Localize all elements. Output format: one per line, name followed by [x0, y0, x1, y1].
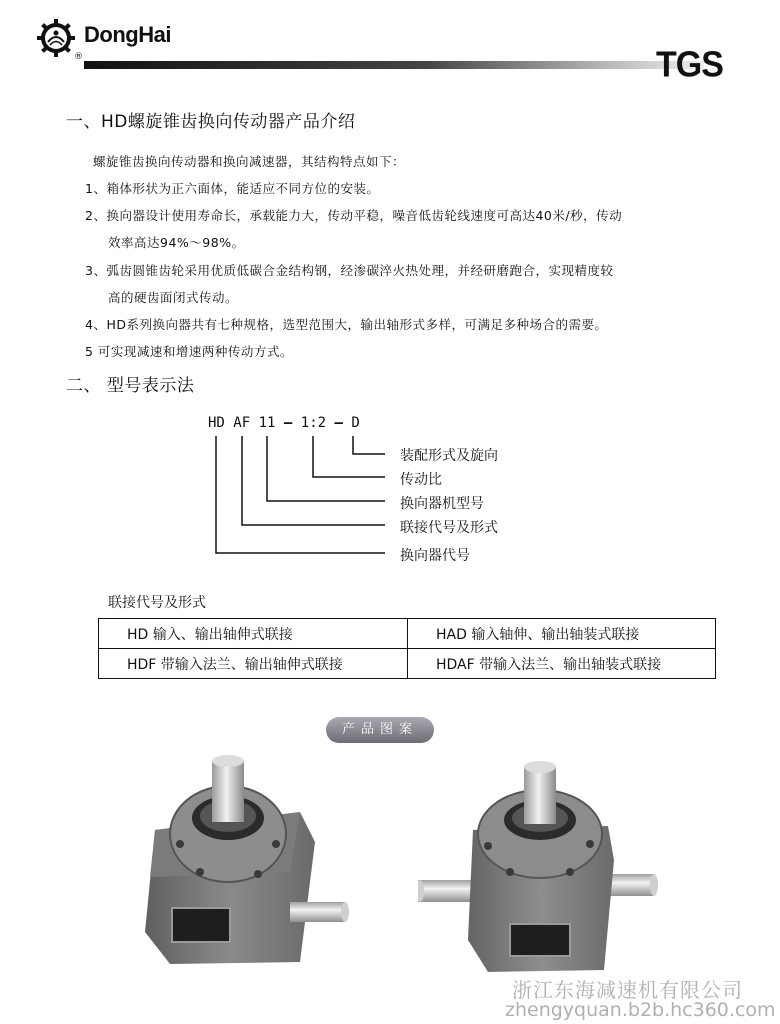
legend-ratio: 传动比: [400, 472, 442, 488]
legend-code: 换向器代号: [400, 548, 470, 564]
model-code: HD AF 11 – 1:2 – D: [208, 415, 360, 431]
legend-model-no: 换向器机型号: [400, 496, 484, 512]
connection-table: [98, 618, 716, 679]
code-part-11: 11: [258, 415, 276, 431]
code-part-d: D: [351, 415, 360, 431]
table-row: [99, 649, 716, 679]
product-banner: 产品图案: [326, 717, 434, 743]
code-part-hd: HD: [208, 415, 225, 431]
tgs-logo: TGS: [656, 45, 723, 85]
table-row: [99, 619, 716, 649]
table-cell: HDAF 带输入法兰、输出轴装式联接: [408, 649, 716, 679]
feature-item-2: 2、换向器设计使用寿命长，承载能力大，传动平稳，噪音低齿轮线速度可高达40米/秒，传动: [85, 208, 623, 223]
gearbox-product-image-2: [418, 760, 658, 975]
legend-assembly: 装配形式及旋向: [400, 448, 498, 464]
connection-table-title: 联接代号及形式: [108, 595, 206, 611]
table-cell: HDF 带输入法兰、输出轴伸式联接: [99, 649, 408, 679]
feature-item-2-cont: 效率高达94%～98%。: [108, 235, 245, 250]
code-part-af: AF: [233, 415, 251, 431]
watermark-url: zhengyquan.b2b.hc360.com: [505, 999, 776, 1021]
feature-item-1: 1、箱体形状为正六面体，能适应不同方位的安装。: [85, 181, 380, 196]
table-cell: HAD 输入轴伸、输出轴装式联接: [408, 619, 716, 649]
registered-mark: ®: [74, 52, 83, 62]
legend-connection: 联接代号及形式: [400, 520, 498, 536]
feature-item-5: 5 可实现减速和增速两种传动方式。: [85, 344, 293, 359]
section1-intro: 螺旋锥齿换向传动器和换向减速器，其结构特点如下：: [93, 154, 406, 169]
watermark-company: 浙江东海减速机有限公司: [512, 978, 743, 1002]
section1-title: 一、HD螺旋锥齿换向传动器产品介绍: [66, 112, 356, 132]
table-cell: HD 输入、输出轴伸式联接: [99, 619, 408, 649]
code-part-ratio: 1:2: [300, 415, 327, 431]
brand-name: DongHai: [84, 22, 171, 47]
gearbox-product-image-1: [140, 752, 350, 972]
feature-item-3-cont: 高的硬齿面闭式传动。: [108, 290, 239, 305]
feature-item-3: 3、弧齿圆锥齿轮采用优质低碳合金结构钢，经渗碳淬火热处理，并经研磨跑合，实现精度较: [85, 263, 614, 278]
feature-item-4: 4、HD系列换向器共有七种规格，选型范围大，输出轴形式多样，可满足多种场合的需要。: [85, 317, 608, 332]
section2-title: 二、 型号表示法: [66, 376, 195, 396]
